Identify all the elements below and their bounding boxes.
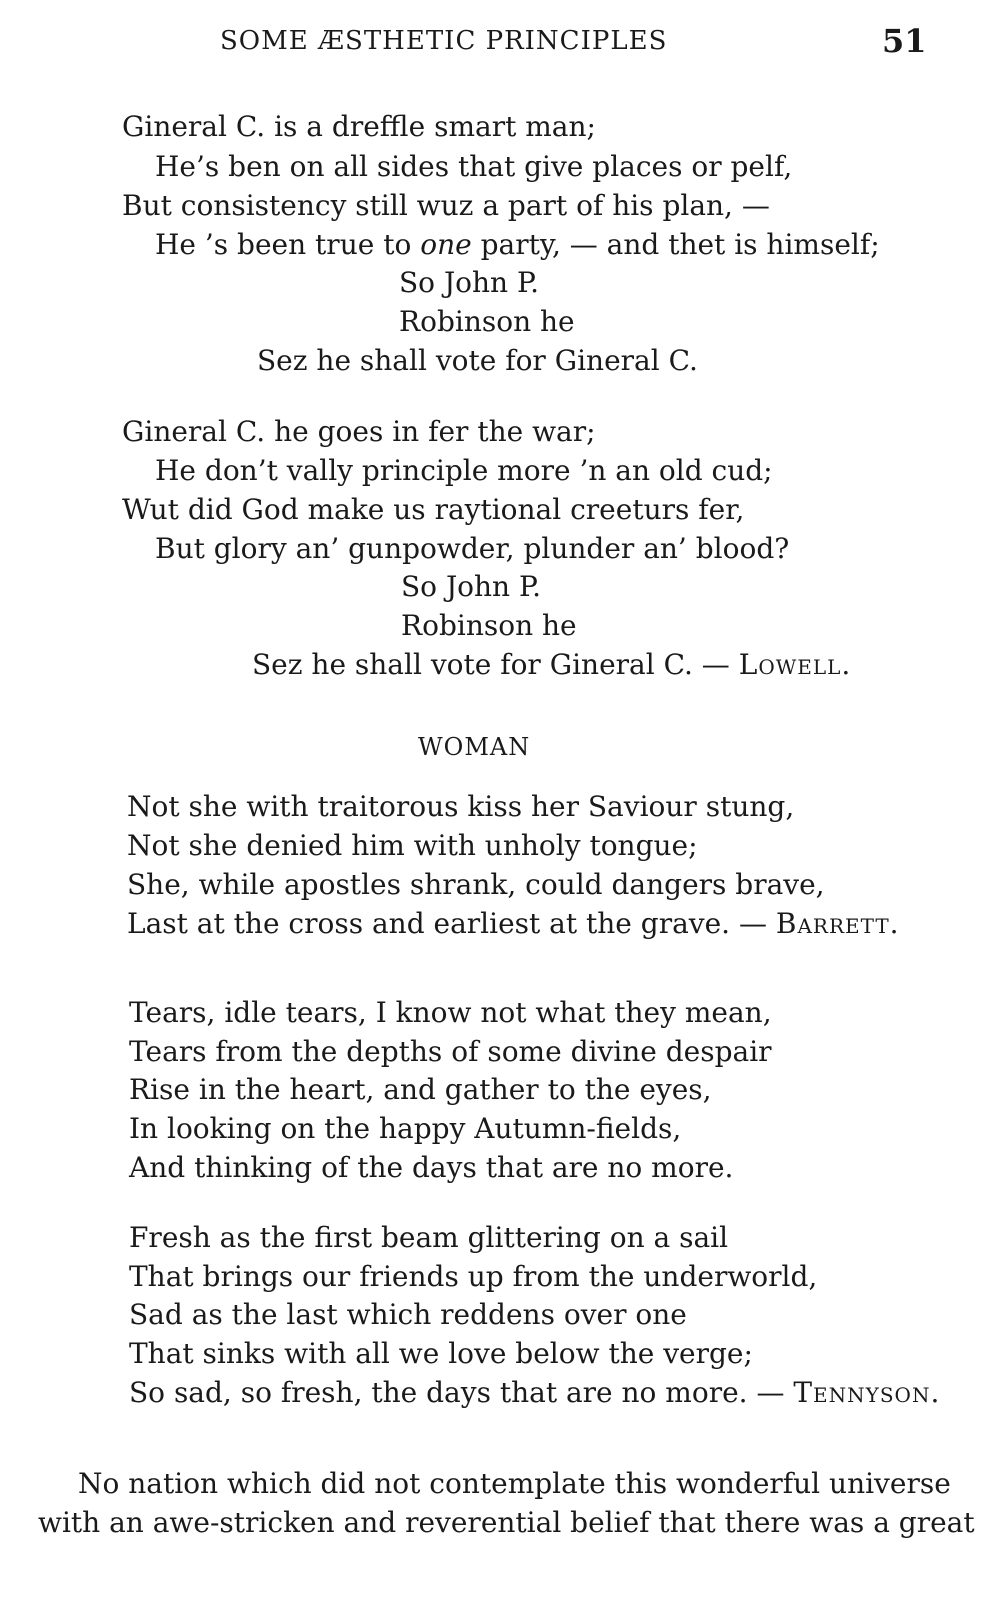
verse-line [127, 907, 900, 941]
verse-line: She, while apostles shrank, could dangers brave, [127, 868, 825, 901]
verse-line: Sad as the last which reddens over one [129, 1298, 687, 1331]
verse-line: Tears, idle tears, I know not what they mean, [129, 996, 772, 1029]
verse-text: Last at the cross and earliest at the grave. — [127, 907, 776, 940]
refrain-line: So John P. [401, 570, 542, 603]
verse-line: Gineral C. is a dreffle smart man; [122, 110, 596, 143]
prose-line: No nation which did not contemplate this wonderful universe [78, 1467, 951, 1500]
verse-line: But consistency still wuz a part of his plan, — [122, 189, 770, 222]
verse-line: Wut did God make us raytional creeturs fer, [122, 493, 745, 526]
verse-line: But glory an’ gunpowder, plunder an’ blood? [155, 532, 790, 565]
page-number: 51 [882, 22, 927, 60]
verse-text: party, — and thet is himself; [471, 228, 880, 261]
refrain-line [252, 648, 851, 682]
refrain-line: Robinson he [399, 305, 575, 338]
verse-text: Sez he shall vote for Gineral C. — [252, 648, 739, 681]
verse-line: He don’t vally principle more ’n an old cud; [155, 454, 773, 487]
verse-line [129, 1376, 940, 1410]
verse-line: Not she with traitorous kiss her Saviour stung, [127, 790, 795, 823]
refrain-line: Sez he shall vote for Gineral C. [257, 344, 698, 377]
emphasis-text: one [420, 228, 472, 261]
verse-line: And thinking of the days that are no more. [129, 1151, 734, 1184]
refrain-line: Robinson he [401, 609, 577, 642]
verse-text: So sad, so fresh, the days that are no more. — [129, 1376, 794, 1409]
verse-line [155, 228, 880, 262]
attribution: Tennyson. [793, 1376, 941, 1409]
prose-line: with an awe-stricken and reverential belief that there was a great [38, 1506, 975, 1539]
verse-line: Not she denied him with unholy tongue; [127, 829, 698, 862]
refrain-line: So John P. [399, 266, 540, 299]
running-head [0, 22, 960, 62]
verse-line: He’s ben on all sides that give places or pelf, [155, 150, 793, 183]
running-title: SOME ÆSTHETIC PRINCIPLES [220, 26, 668, 56]
verse-text: He ’s been true to [155, 228, 421, 261]
verse-line: That sinks with all we love below the verge; [129, 1337, 753, 1370]
attribution: Barrett. [775, 907, 900, 940]
attribution: Lowell. [738, 648, 852, 681]
verse-line: Gineral C. he goes in fer the war; [122, 415, 596, 448]
verse-line: Tears from the depths of some divine despair [129, 1035, 772, 1068]
verse-line: Fresh as the first beam glittering on a sail [129, 1221, 729, 1254]
verse-line: In looking on the happy Autumn-fields, [129, 1112, 682, 1145]
verse-line: Rise in the heart, and gather to the eyes, [129, 1073, 712, 1106]
poem-title: WOMAN [418, 733, 531, 761]
verse-line: That brings our friends up from the underworld, [129, 1260, 818, 1293]
